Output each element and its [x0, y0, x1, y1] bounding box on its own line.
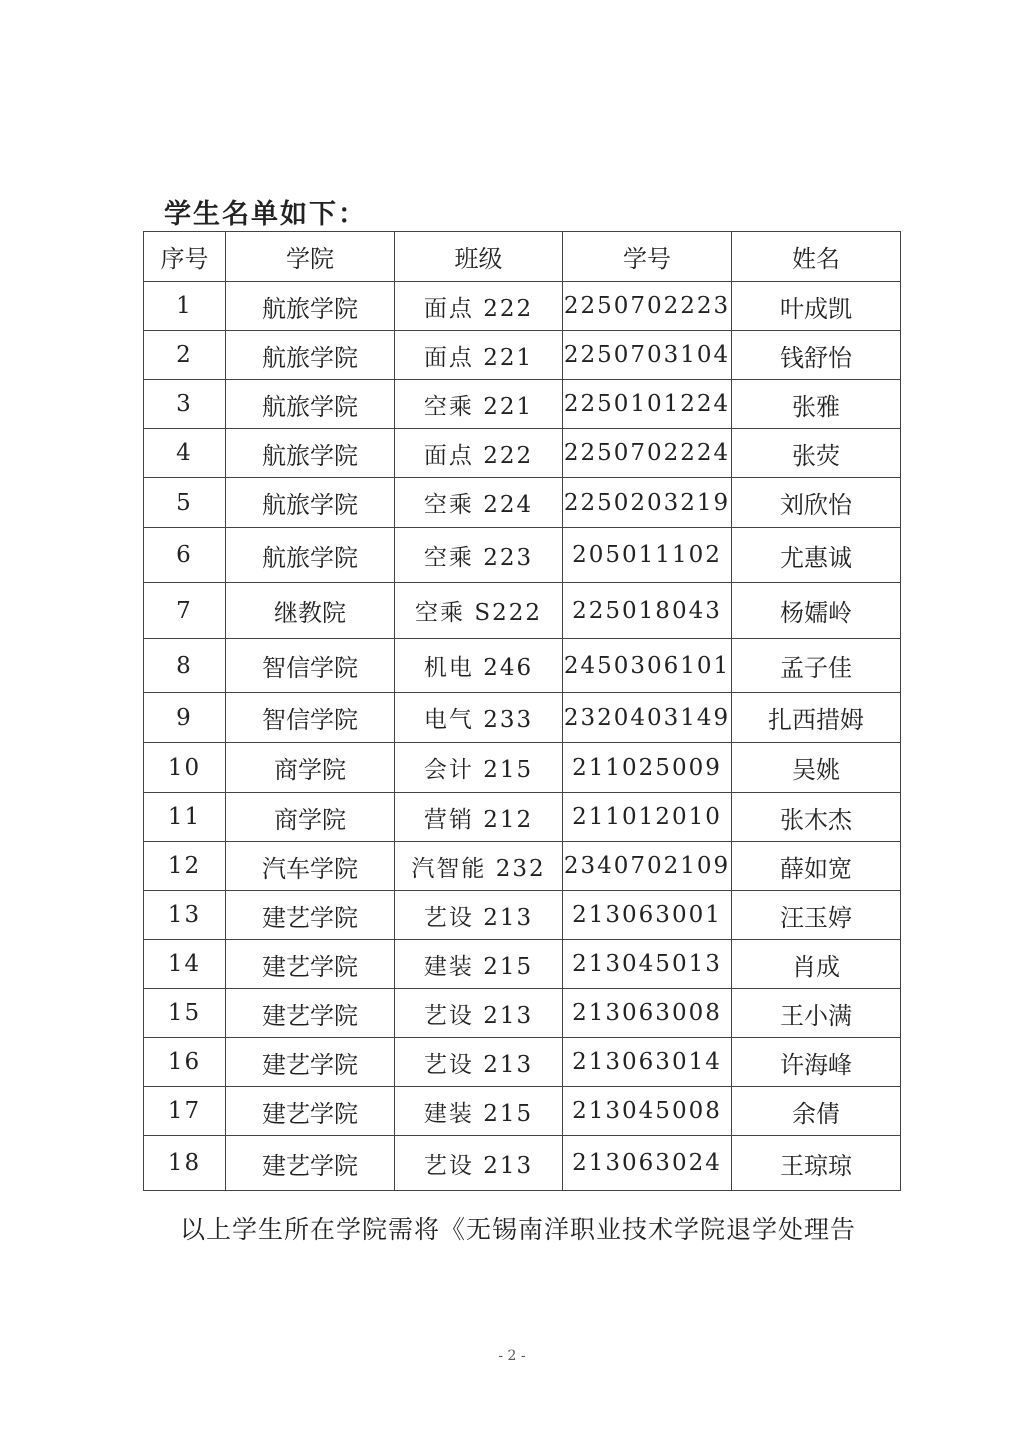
- cell-college: 建艺学院: [226, 1136, 395, 1191]
- cell-class: 空乘 224: [395, 478, 563, 528]
- cell-name: 王小满: [732, 989, 901, 1038]
- cell-index: 15: [144, 989, 226, 1038]
- table-row: [144, 639, 901, 693]
- cell-student-id: 205011102: [563, 528, 732, 583]
- cell-college: 汽车学院: [226, 842, 395, 891]
- table-row: [144, 743, 901, 793]
- cell-class: 汽智能 232: [395, 842, 563, 891]
- cell-class: 空乘 S222: [395, 583, 563, 639]
- cell-name: 杨嬬岭: [732, 583, 901, 639]
- cell-college: 建艺学院: [226, 891, 395, 940]
- table-row: [144, 528, 901, 583]
- cell-index: 14: [144, 940, 226, 989]
- table-row: [144, 429, 901, 478]
- cell-college: 航旅学院: [226, 478, 395, 528]
- cell-student-id: 2320403149: [563, 693, 732, 743]
- table-row: [144, 380, 901, 429]
- cell-index: 11: [144, 793, 226, 842]
- cell-class: 艺设 213: [395, 1038, 563, 1087]
- cell-name: 薛如宽: [732, 842, 901, 891]
- cell-index: 8: [144, 639, 226, 693]
- header-name: 姓名: [732, 232, 901, 282]
- cell-college: 智信学院: [226, 693, 395, 743]
- table-row: [144, 1087, 901, 1136]
- cell-college: 航旅学院: [226, 331, 395, 380]
- cell-name: 许海峰: [732, 1038, 901, 1087]
- cell-class: 会计 215: [395, 743, 563, 793]
- student-table: [143, 231, 901, 1191]
- cell-index: 2: [144, 331, 226, 380]
- cell-index: 6: [144, 528, 226, 583]
- table-row: [144, 891, 901, 940]
- cell-student-id: 213063014: [563, 1038, 732, 1087]
- cell-student-id: 2250702223: [563, 282, 732, 331]
- table-row: [144, 793, 901, 842]
- cell-index: 9: [144, 693, 226, 743]
- table-row: [144, 842, 901, 891]
- cell-student-id: 2450306101: [563, 639, 732, 693]
- cell-name: 王琼琼: [732, 1136, 901, 1191]
- cell-index: 3: [144, 380, 226, 429]
- cell-student-id: 2250702224: [563, 429, 732, 478]
- header-class: 班级: [395, 232, 563, 282]
- cell-index: 16: [144, 1038, 226, 1087]
- table-row: [144, 478, 901, 528]
- cell-class: 空乘 221: [395, 380, 563, 429]
- cell-name: 余倩: [732, 1087, 901, 1136]
- cell-name: 刘欣怡: [732, 478, 901, 528]
- cell-class: 面点 222: [395, 429, 563, 478]
- cell-college: 商学院: [226, 743, 395, 793]
- cell-student-id: 225018043: [563, 583, 732, 639]
- cell-class: 建装 215: [395, 1087, 563, 1136]
- table-row: [144, 940, 901, 989]
- cell-class: 艺设 213: [395, 1136, 563, 1191]
- cell-college: 智信学院: [226, 639, 395, 693]
- cell-college: 航旅学院: [226, 282, 395, 331]
- cell-student-id: 2250101224: [563, 380, 732, 429]
- cell-college: 航旅学院: [226, 429, 395, 478]
- cell-class: 艺设 213: [395, 989, 563, 1038]
- cell-class: 电气 233: [395, 693, 563, 743]
- cell-name: 孟子佳: [732, 639, 901, 693]
- cell-index: 1: [144, 282, 226, 331]
- cell-college: 建艺学院: [226, 940, 395, 989]
- cell-name: 叶成凯: [732, 282, 901, 331]
- cell-student-id: 213063024: [563, 1136, 732, 1191]
- cell-index: 5: [144, 478, 226, 528]
- cell-college: 建艺学院: [226, 989, 395, 1038]
- cell-class: 面点 221: [395, 331, 563, 380]
- cell-name: 钱舒怡: [732, 331, 901, 380]
- cell-name: 张木杰: [732, 793, 901, 842]
- table-row: [144, 282, 901, 331]
- cell-class: 面点 222: [395, 282, 563, 331]
- cell-index: 17: [144, 1087, 226, 1136]
- cell-college: 建艺学院: [226, 1038, 395, 1087]
- cell-index: 18: [144, 1136, 226, 1191]
- cell-college: 航旅学院: [226, 380, 395, 429]
- cell-student-id: 2250703104: [563, 331, 732, 380]
- cell-student-id: 213045013: [563, 940, 732, 989]
- cell-class: 营销 212: [395, 793, 563, 842]
- cell-index: 13: [144, 891, 226, 940]
- cell-class: 空乘 223: [395, 528, 563, 583]
- cell-college: 继教院: [226, 583, 395, 639]
- cell-index: 10: [144, 743, 226, 793]
- cell-student-id: 2250203219: [563, 478, 732, 528]
- cell-student-id: 2340702109: [563, 842, 732, 891]
- cell-name: 汪玉婷: [732, 891, 901, 940]
- cell-student-id: 213063008: [563, 989, 732, 1038]
- table-row: [144, 693, 901, 743]
- cell-class: 机电 246: [395, 639, 563, 693]
- table-row: [144, 1136, 901, 1191]
- cell-college: 建艺学院: [226, 1087, 395, 1136]
- cell-name: 肖成: [732, 940, 901, 989]
- cell-index: 12: [144, 842, 226, 891]
- table-row: [144, 583, 901, 639]
- cell-student-id: 213045008: [563, 1087, 732, 1136]
- body-paragraph: 以上学生所在学院需将《无锡南洋职业技术学院退学处理告: [180, 1215, 857, 1244]
- cell-name: 扎西措姆: [732, 693, 901, 743]
- table-row: [144, 331, 901, 380]
- header-index: 序号: [144, 232, 226, 282]
- cell-college: 航旅学院: [226, 528, 395, 583]
- table-row: [144, 1038, 901, 1087]
- list-heading: 学生名单如下：: [164, 199, 367, 230]
- cell-class: 艺设 213: [395, 891, 563, 940]
- cell-college: 商学院: [226, 793, 395, 842]
- cell-name: 尤惠诚: [732, 528, 901, 583]
- cell-student-id: 211025009: [563, 743, 732, 793]
- cell-index: 7: [144, 583, 226, 639]
- page-number: - 2 -: [498, 1348, 526, 1364]
- table-row: [144, 989, 901, 1038]
- cell-name: 张荧: [732, 429, 901, 478]
- cell-index: 4: [144, 429, 226, 478]
- cell-student-id: 213063001: [563, 891, 732, 940]
- header-student-id: 学号: [563, 232, 732, 282]
- table-header-row: [144, 232, 901, 282]
- cell-student-id: 211012010: [563, 793, 732, 842]
- header-college: 学院: [226, 232, 395, 282]
- cell-name: 吴姚: [732, 743, 901, 793]
- cell-name: 张雅: [732, 380, 901, 429]
- cell-class: 建装 215: [395, 940, 563, 989]
